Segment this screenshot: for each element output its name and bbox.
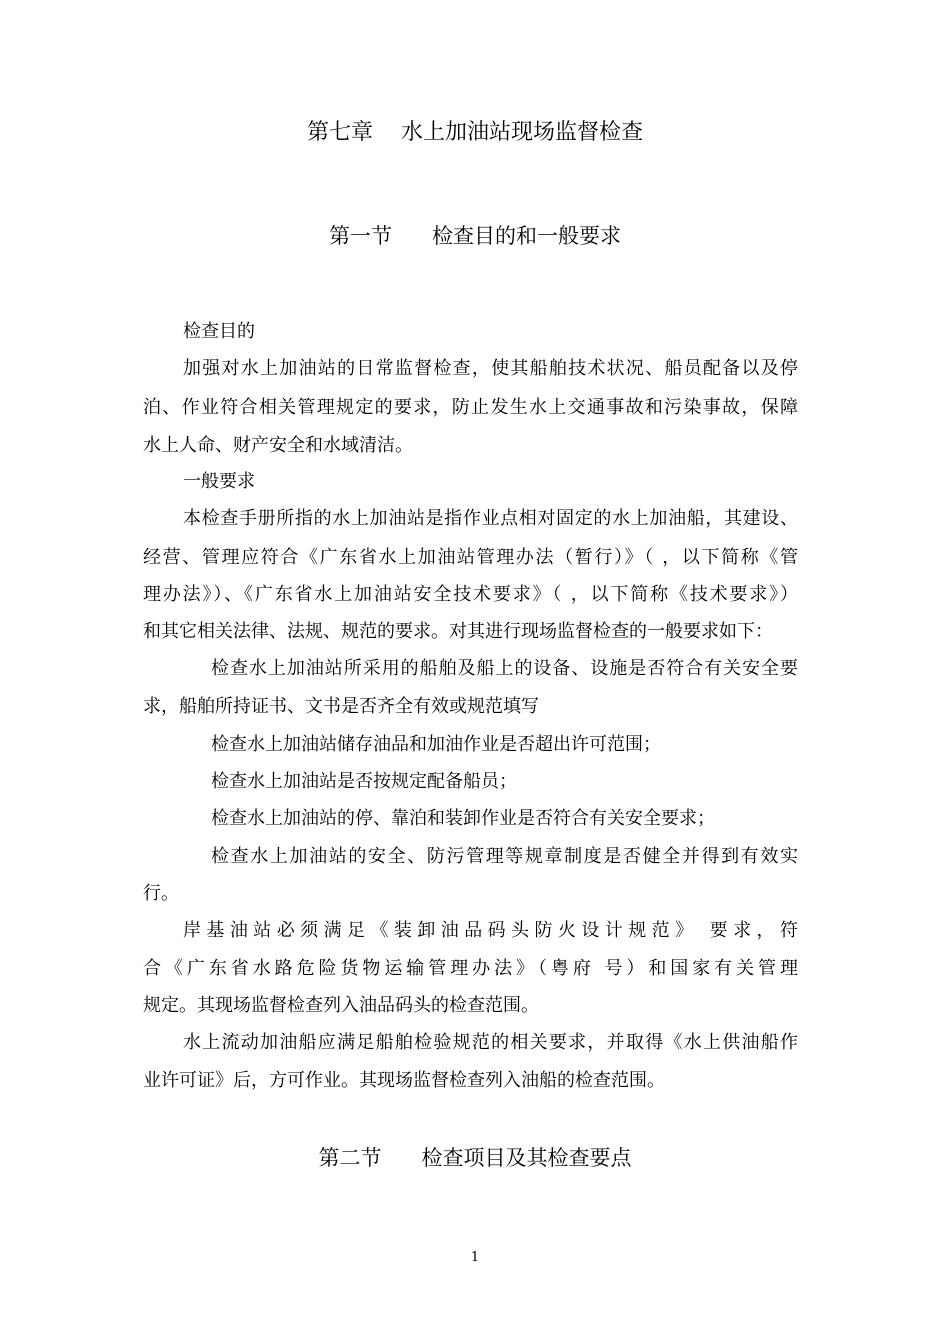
check-line-5: 检查水上加油站的停、靠泊和装卸作业是否符合有关安全要求；: [211, 808, 715, 829]
general-line-2: 经营、管理应符合《广东省水上加油站管理办法（暂行）》（ ，以下简称《管: [143, 547, 798, 568]
purpose-line-3: 水上人命、财产安全和水域清洁。: [143, 435, 413, 456]
purpose-line-2: 泊、作业符合相关管理规定的要求，防止发生水上交通事故和污染事故，保障: [143, 397, 798, 418]
chapter-title: 第七章 水上加油站现场监督检查: [307, 120, 643, 145]
check-line-1: 检查水上加油站所采用的船舶及船上的设备、设施是否符合有关安全要: [211, 658, 798, 679]
check-line-7: 行。: [143, 883, 179, 904]
check-line-4: 检查水上加油站是否按规定配备船员；: [211, 771, 517, 792]
shore-line-2: 合《广东省水路危险货物运输管理办法》（粤府 号）和国家有关管理: [143, 958, 798, 979]
page-number: 1: [470, 1250, 480, 1265]
section-title-2: 第二节 检查项目及其检查要点: [318, 1146, 632, 1170]
check-line-2: 求，船舶所持证书、文书是否齐全有效或规范填写: [143, 696, 539, 717]
check-line-6: 检查水上加油站的安全、防污管理等规章制度是否健全并得到有效实: [211, 846, 798, 867]
general-line-3: 理办法》）、《广东省水上加油站安全技术要求》（ ，以下简称《技术要求》）: [143, 584, 798, 605]
general-heading: 一般要求: [183, 471, 255, 492]
mobile-line-2: 业许可证》后，方可作业。其现场监督检查列入油船的检查范围。: [143, 1070, 665, 1091]
shore-line-1: 岸基油站必须满足《装卸油品码头防火设计规范》 要求，符: [183, 920, 798, 941]
section-title-1: 第一节 检查目的和一般要求: [328, 224, 622, 248]
shore-line-3: 规定。其现场监督检查列入油品码头的检查范围。: [143, 995, 539, 1016]
mobile-line-1: 水上流动加油船应满足船舶检验规范的相关要求，并取得《水上供油船作: [183, 1032, 798, 1053]
check-line-3: 检查水上加油站储存油品和加油作业是否超出许可范围；: [211, 734, 661, 755]
general-line-1: 本检查手册所指的水上加油站是指作业点相对固定的水上加油船，其建设、: [183, 508, 798, 529]
purpose-heading: 检查目的: [183, 321, 255, 342]
general-line-4: 和其它相关法律、法规、规范的要求。对其进行现场监督检查的一般要求如下：: [143, 621, 773, 642]
purpose-line-1: 加强对水上加油站的日常监督检查，使其船舶技术状况、船员配备以及停: [183, 358, 798, 379]
